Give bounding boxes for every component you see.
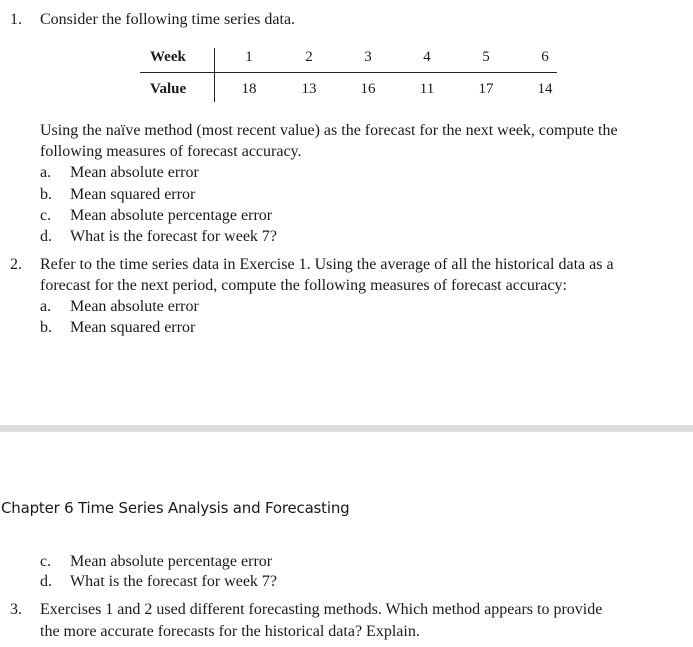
- table-week-cell: 2: [305, 49, 313, 65]
- item-label: c.: [40, 553, 52, 570]
- table-header-value: Value: [150, 81, 187, 97]
- table-horizontal-rule: [140, 72, 557, 73]
- item-label: d.: [40, 573, 52, 590]
- table-value-cell: 14: [537, 81, 553, 97]
- table-value-cell: 17: [478, 81, 494, 97]
- exercise-2-number: 2.: [10, 256, 22, 273]
- table-week-cell: 1: [245, 49, 253, 65]
- exercise-1-number: 1.: [10, 11, 22, 28]
- item-text: Mean absolute percentage error: [70, 207, 273, 224]
- exercise-3-line-1: Exercises 1 and 2 used different forecasting methods. Which method appears to provide: [40, 601, 603, 618]
- table-value-cell: 13: [301, 81, 317, 97]
- exercise-2-line-2: forecast for the next period, compute the following measures of forecast accuracy:: [40, 277, 567, 294]
- table-week-cell: 6: [541, 49, 549, 65]
- exercise-1-instruction-line-1: Using the naïve method (most recent value) as the forecast for the next week, compute the: [40, 122, 618, 139]
- table-week-cell: 5: [482, 49, 490, 65]
- item-label: b.: [40, 186, 52, 203]
- exercise-1-intro: Consider the following time series data.: [40, 11, 296, 28]
- item-text: Mean absolute error: [70, 164, 199, 181]
- table-week-cell: 3: [364, 49, 372, 65]
- table-vertical-rule: [214, 48, 215, 102]
- item-text: What is the forecast for week 7?: [70, 573, 278, 590]
- exercise-1-instruction-line-2: following measures of forecast accuracy.: [40, 143, 302, 160]
- table-header-week: Week: [150, 49, 186, 65]
- exercise-3-line-2: the more accurate forecasts for the historical data? Explain.: [40, 623, 420, 640]
- item-label: a.: [40, 164, 52, 181]
- item-text: What is the forecast for week 7?: [70, 228, 278, 245]
- table-value-cell: 18: [241, 81, 257, 97]
- item-text: Mean squared error: [70, 319, 196, 336]
- item-text: Mean absolute percentage error: [70, 553, 273, 570]
- exercise-3-number: 3.: [10, 601, 22, 618]
- exercise-2-line-1: Refer to the time series data in Exercise 1. Using the average of all the historical data as a: [40, 256, 614, 273]
- item-label: a.: [40, 298, 52, 315]
- table-week-cell: 4: [423, 49, 431, 65]
- item-text: Mean squared error: [70, 186, 196, 203]
- item-label: c.: [40, 207, 52, 224]
- item-label: b.: [40, 319, 52, 336]
- page-break-divider: [0, 425, 693, 432]
- item-label: d.: [40, 228, 52, 245]
- table-value-cell: 11: [419, 81, 435, 97]
- item-text: Mean absolute error: [70, 298, 199, 315]
- chapter-header: Chapter 6 Time Series Analysis and Forecasting: [1, 499, 350, 517]
- table-value-cell: 16: [360, 81, 376, 97]
